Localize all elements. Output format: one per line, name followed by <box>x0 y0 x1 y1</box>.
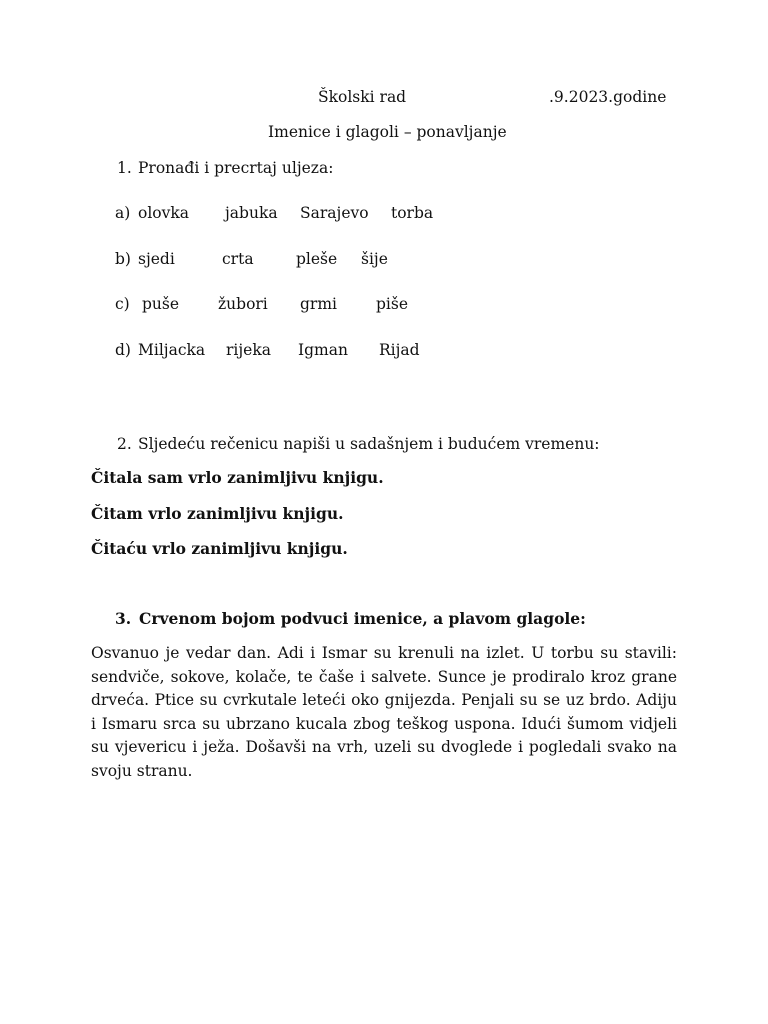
option-label: b) <box>115 250 131 268</box>
option-word: Sarajevo <box>300 204 369 222</box>
option-word: grmi <box>300 295 337 313</box>
task-2-instruction: Sljedeću rečenicu napiši u sadašnjem i budućem vremenu: <box>138 435 600 453</box>
sentence-future: Čitaću vrlo zanimljivu knjigu. <box>91 539 348 558</box>
option-word: Igman <box>298 341 348 359</box>
option-word: jabuka <box>225 204 278 222</box>
option-word: Rijad <box>379 341 420 359</box>
option-label: c) <box>115 295 130 313</box>
option-word: sjedi <box>138 250 175 268</box>
sentence-past: Čitala sam vrlo zanimljivu knjigu. <box>91 468 384 487</box>
document-subtitle: Imenice i glagoli – ponavljanje <box>268 123 507 141</box>
task-3-instruction: Crvenom bojom podvuci imenice, a plavom glagole: <box>139 609 586 628</box>
option-word: olovka <box>138 204 190 222</box>
task-3-number: 3. <box>115 609 132 628</box>
option-word: Miljacka <box>138 341 206 359</box>
option-word: puše <box>142 295 180 313</box>
option-word: torba <box>391 204 434 222</box>
option-label: a) <box>115 204 131 222</box>
document-title: Školski rad <box>318 88 407 106</box>
task-1-number: 1. <box>117 159 132 177</box>
option-word: crta <box>222 250 254 268</box>
task-1-instruction: Pronađi i precrtaj uljeza: <box>138 159 334 177</box>
option-label: d) <box>115 341 131 359</box>
document-date: .9.2023.godine <box>549 88 667 106</box>
option-word: pleše <box>296 250 338 268</box>
task-2-number: 2. <box>117 435 132 453</box>
task-3-text: Osvanuo je vedar dan. Adi i Ismar su krenuli na izlet. U torbu su stavili: sendviče, sokove, kolače, te čaše i salvete. Sunce je prodiralo kroz grane drveća. Ptice su cvrkutale leteći oko gnijezda. Penjali su se uz brdo. Adiju i Ismaru srca su ubrzano kucala zbog teškog uspona. Idući šumom vidjeli su vjevericu i ježa. Došavši na vrh, uzeli su dvoglede i pogledali svako na svoju stranu. <box>91 644 677 780</box>
option-word: žubori <box>218 295 268 313</box>
option-word: rijeka <box>226 341 271 359</box>
option-word: piše <box>376 295 409 313</box>
sentence-present: Čitam vrlo zanimljivu knjigu. <box>91 504 344 523</box>
option-word: šije <box>361 250 388 268</box>
